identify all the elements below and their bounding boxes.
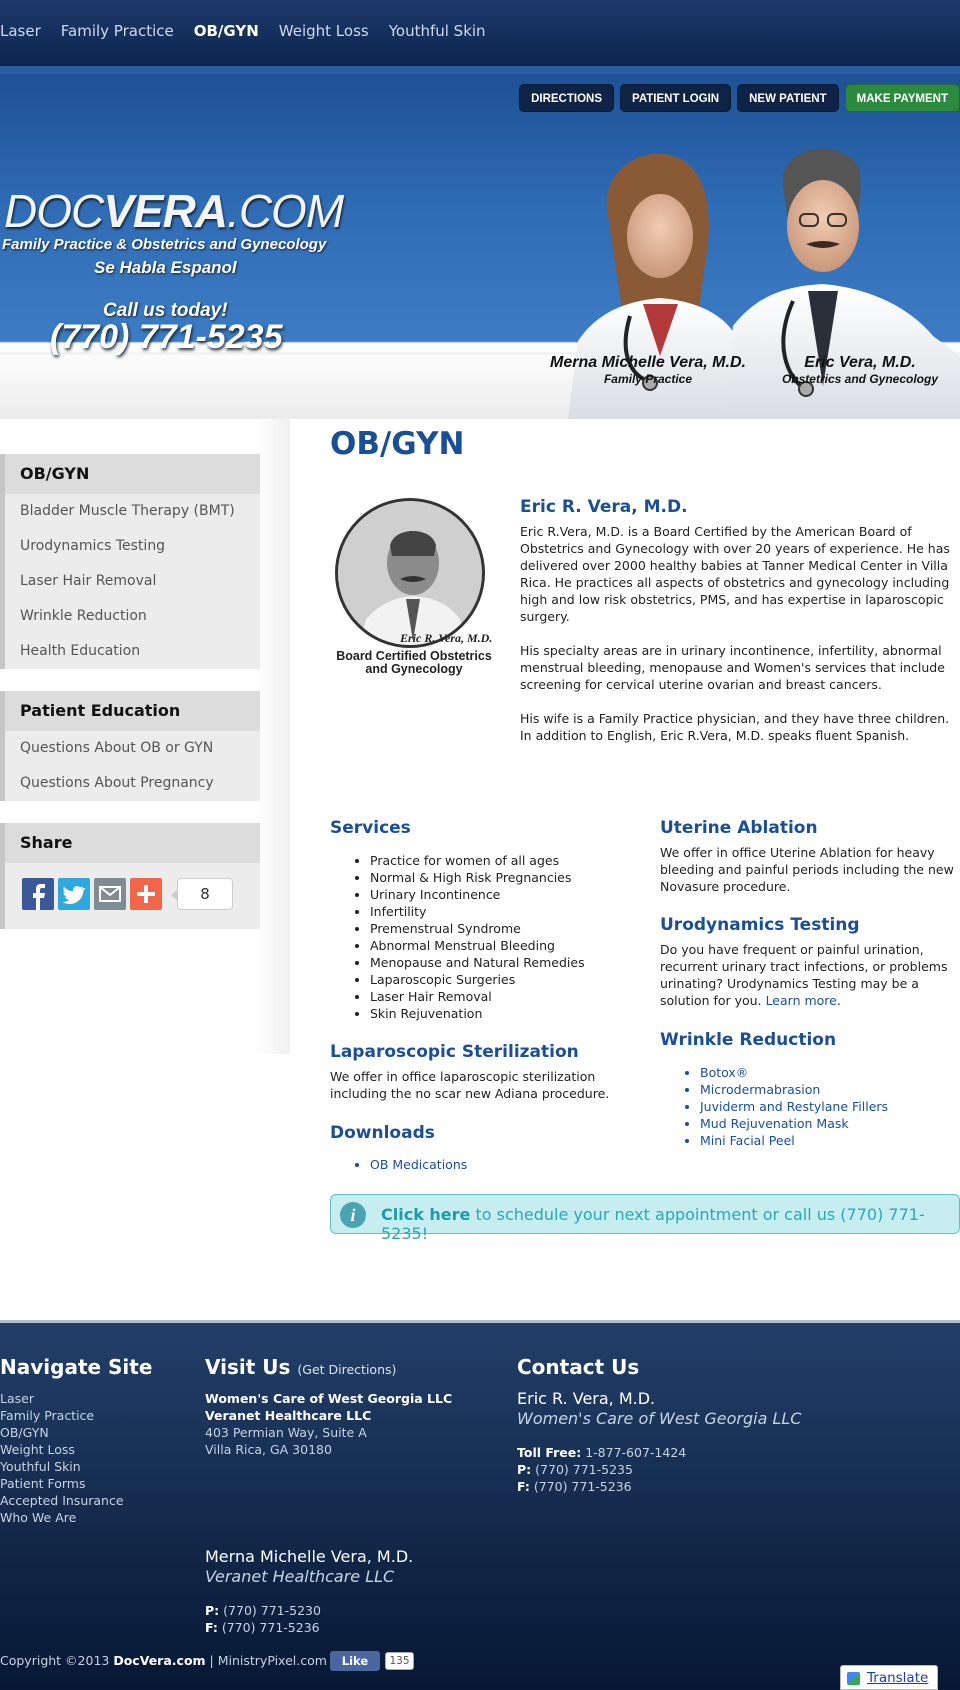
doctor-caption-specialty: Family Practice <box>603 372 693 386</box>
download-ob-medications[interactable]: • OB Medications <box>370 1156 467 1173</box>
footer-navigate-heading: Navigate Site <box>0 1355 153 1379</box>
list-item: • Infertility <box>370 903 585 920</box>
sidebar-item-bmt[interactable]: Bladder Muscle Therapy (BMT) <box>0 494 260 529</box>
services-list <box>330 852 585 1022</box>
footer-link-obgyn[interactable]: OB/GYN <box>0 1425 49 1440</box>
downloads-list <box>330 1156 467 1173</box>
copyright-suffix: | MinistryPixel.com <box>205 1653 327 1668</box>
footer-contact-name: Eric R. Vera, M.D. <box>517 1389 656 1408</box>
phone-label: P: <box>205 1603 220 1618</box>
call-us-text: Call us today! <box>103 300 228 321</box>
site-logo[interactable] <box>4 184 343 238</box>
doc2-fax: (770) 771-5236 <box>221 1620 320 1635</box>
bio-paragraph: Eric R.Vera, M.D. is a Board Certified by the American Board of Obstetrics and Gynecology with over 20 years of experience. He has delivered over 2000 healthy babies at Tanner Medical Center in Villa Rica. He practices all aspects of obstetrics and gynecology including high and low risk obstetrics, PMS, and has expertise in laparoscopic surgery. <box>520 524 950 624</box>
doctor-caption-eric <box>760 354 960 386</box>
copyright-site-link[interactable]: DocVera.com <box>113 1653 206 1668</box>
footer-street: 403 Permian Way, Suite A <box>205 1425 367 1440</box>
footer-visit-heading <box>205 1355 396 1379</box>
doctor-name: Eric R. Vera, M.D. <box>520 497 688 517</box>
header-buttons <box>513 84 960 112</box>
google-translate-icon <box>847 1672 860 1685</box>
list-item: • Skin Rejuvenation <box>370 1005 585 1022</box>
site-header <box>0 66 960 419</box>
list-item: • Premenstrual Syndrome <box>370 920 585 937</box>
sidebar-item-laser-hair[interactable]: Laser Hair Removal <box>0 564 260 599</box>
footer-org1: Women's Care of West Georgia LLC <box>205 1391 453 1406</box>
sidebar-item-wrinkle[interactable]: Wrinkle Reduction <box>0 599 260 634</box>
info-icon: i <box>340 1202 366 1228</box>
footer-link-accepted-insurance[interactable]: Accepted Insurance <box>0 1493 124 1508</box>
doctor-caption-name: Merna Michelle Vera, M.D. <box>550 354 746 371</box>
doctor-portrait-illustration <box>338 501 485 648</box>
footer-link-weight-loss[interactable]: Weight Loss <box>0 1442 75 1457</box>
nav-family-practice[interactable]: Family Practice <box>60 22 174 40</box>
twitter-icon[interactable] <box>58 878 90 910</box>
learn-more-link[interactable]: Learn more <box>765 993 837 1008</box>
contact-fax: (770) 771-5236 <box>533 1479 632 1494</box>
nav-youthful-skin[interactable]: Youthful Skin <box>388 22 486 40</box>
footer-link-youthful-skin[interactable]: Youthful Skin <box>0 1459 81 1474</box>
sidebar-share <box>0 823 260 929</box>
share-row <box>0 863 260 929</box>
sidebar-obgyn <box>0 454 260 669</box>
wrinkle-link-facial-peel[interactable]: • Mini Facial Peel <box>700 1132 888 1149</box>
logo-tail: .COM <box>227 185 344 237</box>
logo-bold: VERA <box>103 185 228 237</box>
doctor-caption-name: Eric Vera, M.D. <box>804 354 916 371</box>
list-item: • Menopause and Natural Remedies <box>370 954 585 971</box>
nav-obgyn[interactable]: OB/GYN <box>193 22 259 40</box>
wrinkle-link-mud-mask[interactable]: • Mud Rejuvenation Mask <box>700 1115 888 1132</box>
sidebar-item-questions-obgyn[interactable]: Questions About OB or GYN <box>0 731 260 766</box>
copyright <box>0 1653 327 1668</box>
list-item: • Normal & High Risk Pregnancies <box>370 869 585 886</box>
page-title: OB/GYN <box>330 426 465 462</box>
footer-contact-heading: Contact Us <box>517 1355 640 1379</box>
appointment-text-rest: to schedule your next appointment or call us (770) 771-5235! <box>381 1205 925 1243</box>
lap-sterilization-heading: Laparoscopic Sterilization <box>330 1042 579 1062</box>
uterine-ablation-heading: Uterine Ablation <box>660 818 818 838</box>
doctor-bio <box>520 523 956 761</box>
add-share-icon[interactable] <box>130 878 162 910</box>
header-phone: (770) 771-5235 <box>50 318 283 356</box>
footer-link-family-practice[interactable]: Family Practice <box>0 1408 95 1423</box>
facebook-like-button[interactable] <box>330 1651 380 1671</box>
tollfree-number: 1-877-607-1424 <box>585 1445 687 1460</box>
list-item: • Urinary Incontinence <box>370 886 585 903</box>
urodynamics-body: Do you have frequent or painful urination, recurrent urinary tract infections, or problems urinating? Urodynamics Testing may be a solution for you. <box>660 942 948 1008</box>
appointment-text <box>381 1205 959 1243</box>
email-icon[interactable] <box>94 878 126 910</box>
footer-navigate-list <box>0 1390 124 1526</box>
nav-laser[interactable]: Laser <box>0 22 41 40</box>
doctor-photo <box>330 495 498 693</box>
list-item: • Abnormal Menstrual Bleeding <box>370 937 585 954</box>
copyright-prefix: Copyright ©2013 <box>0 1653 114 1668</box>
doctor-portrait <box>335 498 485 648</box>
list-item: • Laparoscopic Surgeries <box>370 971 585 988</box>
visit-heading-text: Visit Us <box>205 1355 291 1379</box>
new-patient-button[interactable]: NEW PATIENT <box>737 84 839 112</box>
bio-paragraph: His specialty areas are in urinary incontinence, infertility, abnormal menstrual bleeding, menopause and Women's services that include screening for cervical uterine ovarian and breast cancers. <box>520 643 945 692</box>
translate-widget[interactable] <box>840 1665 938 1690</box>
nav-weight-loss[interactable]: Weight Loss <box>278 22 369 40</box>
urodynamics-text <box>660 941 958 1009</box>
footer-link-laser[interactable]: Laser <box>0 1391 34 1406</box>
list-item: • Practice for women of all ages <box>370 852 585 869</box>
tollfree-label: Toll Free: <box>517 1445 582 1460</box>
facebook-like-count: 135 <box>385 1652 414 1670</box>
footer-doc2-name: Merna Michelle Vera, M.D. <box>205 1547 414 1566</box>
logo-habla: Se Habla Espanol <box>94 258 237 277</box>
wrinkle-reduction-heading: Wrinkle Reduction <box>660 1030 837 1050</box>
get-directions-link[interactable]: (Get Directions) <box>297 1362 397 1377</box>
footer-divider <box>0 1320 960 1323</box>
doctors-photo <box>538 126 960 419</box>
patient-login-button[interactable]: PATIENT LOGIN <box>620 84 731 112</box>
bio-paragraph: His wife is a Family Practice physician, and they have three children. In addition to English, Eric R.Vera, M.D. speaks fluent Spanish. <box>520 711 950 743</box>
doctor-caption-specialty: Obstetrics and Gynecology <box>781 372 939 386</box>
fax-label: F: <box>517 1479 530 1494</box>
footer-doc2-contacts <box>205 1602 321 1636</box>
sidebar-item-urodynamics[interactable]: Urodynamics Testing <box>0 529 260 564</box>
footer-city: Villa Rica, GA 30180 <box>205 1442 332 1457</box>
contact-phone: (770) 771-5235 <box>535 1462 633 1477</box>
footer-address <box>205 1390 452 1458</box>
sidebar-heading-patient-education: Patient Education <box>0 691 260 731</box>
footer-link-who-we-are[interactable]: Who We Are <box>0 1510 77 1525</box>
sidebar-item-questions-pregnancy[interactable]: Questions About Pregnancy <box>0 766 260 801</box>
phone-label: P: <box>517 1462 532 1477</box>
logo-subtitle: Family Practice & Obstetrics and Gynecology <box>2 236 327 253</box>
photo-caption-name: Eric R. Vera, M.D. <box>400 631 493 645</box>
translate-label[interactable]: Translate <box>867 1670 929 1686</box>
facebook-like-label: Like <box>341 1654 369 1668</box>
sidebar-item-health-education[interactable]: Health Education <box>0 634 260 669</box>
footer-contact-numbers <box>517 1444 686 1495</box>
doc2-phone: (770) 771-5230 <box>223 1603 321 1618</box>
footer-doc2-company: Veranet Healthcare LLC <box>205 1567 395 1586</box>
footer-org2: Veranet Healthcare LLC <box>205 1408 372 1423</box>
wrinkle-link-microdermabrasion[interactable]: • Microdermabrasion <box>700 1081 888 1098</box>
lap-sterilization-text: We offer in office laparoscopic sterilization including the no scar new Adiana procedure. <box>330 1069 610 1101</box>
doctor-caption-merna <box>548 354 748 386</box>
services-heading: Services <box>330 818 411 838</box>
facebook-icon[interactable] <box>22 878 54 910</box>
footer-contact-company: Women's Care of West Georgia LLC <box>517 1409 802 1428</box>
click-here-link[interactable]: Click here <box>381 1205 471 1224</box>
sidebar-heading-obgyn: OB/GYN <box>0 454 260 494</box>
footer-link-patient-forms[interactable]: Patient Forms <box>0 1476 86 1491</box>
make-payment-button[interactable]: MAKE PAYMENT <box>845 84 960 112</box>
header-shine <box>0 66 960 74</box>
photo-caption-title: Board Certified Obstetrics and Gynecology <box>336 649 492 676</box>
directions-button[interactable]: DIRECTIONS <box>519 84 614 112</box>
top-navigation <box>0 0 960 66</box>
wrinkle-link-botox[interactable]: • Botox® <box>700 1064 888 1081</box>
list-item: • Laser Hair Removal <box>370 988 585 1005</box>
appointment-banner <box>330 1194 960 1243</box>
urodynamics-heading: Urodynamics Testing <box>660 915 860 935</box>
urodynamics-after: . <box>836 993 841 1008</box>
fax-label: F: <box>205 1620 218 1635</box>
wrinkle-list <box>660 1064 888 1149</box>
downloads-heading: Downloads <box>330 1123 435 1143</box>
wrinkle-link-fillers[interactable]: • Juviderm and Restylane Fillers <box>700 1098 888 1115</box>
logo-light: DOC <box>4 185 104 237</box>
sidebar-patient-education <box>0 691 260 801</box>
share-count: 8 <box>177 878 233 910</box>
uterine-ablation-text: We offer in office Uterine Ablation for heavy bleeding and painful periods including the new Novasure procedure. <box>660 845 954 894</box>
sidebar-heading-share: Share <box>0 823 260 863</box>
